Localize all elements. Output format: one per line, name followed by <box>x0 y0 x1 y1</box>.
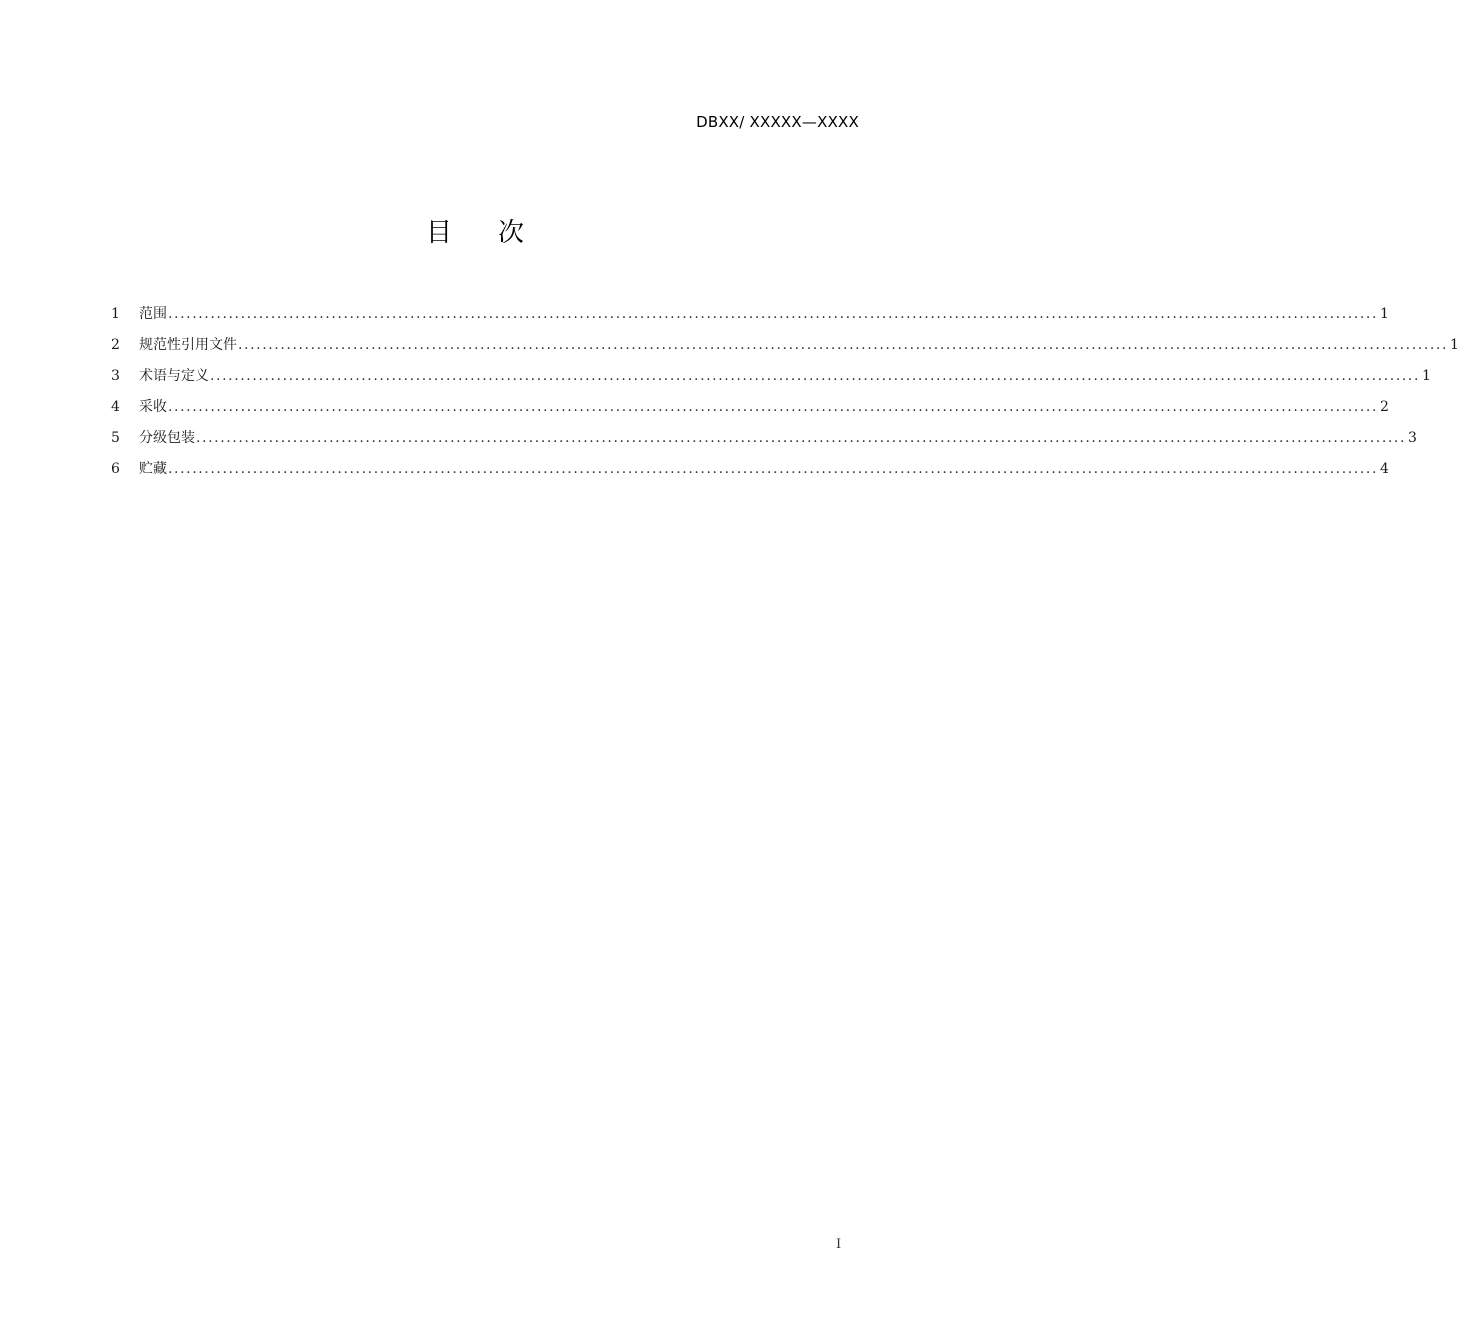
toc-entry-4[interactable] <box>111 395 1389 426</box>
toc-entry-page: 3 <box>1408 430 1417 446</box>
toc-leader-dots: ........................................................................................................................................................................................................ <box>168 461 1379 477</box>
toc-entry-3[interactable] <box>111 364 1431 395</box>
toc-leader-dots: ........................................................................................................................................................................................................ <box>238 337 1449 353</box>
toc-entry-5[interactable] <box>111 426 1417 457</box>
toc-title-char-2: 次 <box>498 218 525 248</box>
page-number: I <box>836 1237 842 1252</box>
table-of-contents <box>111 302 1459 488</box>
toc-entry-number: 5 <box>111 430 120 446</box>
toc-leader-dots: ........................................................................................................................................................................................................ <box>196 430 1407 446</box>
toc-entry-page: 1 <box>1450 337 1459 353</box>
toc-entry-number: 1 <box>111 306 120 322</box>
toc-entry-page: 4 <box>1380 461 1389 477</box>
toc-leader-dots: ........................................................................................................................................................................................................ <box>210 368 1421 384</box>
toc-entry-label: 分级包装 <box>139 430 195 446</box>
toc-entry-label: 规范性引用文件 <box>139 337 237 353</box>
toc-entry-label: 范围 <box>139 306 167 322</box>
toc-entry-1[interactable] <box>111 302 1389 333</box>
toc-entry-label: 采收 <box>139 399 167 415</box>
toc-entry-label: 贮藏 <box>139 461 167 477</box>
toc-entry-number: 6 <box>111 461 120 477</box>
document-code: DBXX/ XXXXX—XXXX <box>696 113 859 131</box>
toc-entry-number: 3 <box>111 368 120 384</box>
toc-leader-dots: ........................................................................................................................................................................................................ <box>168 306 1379 322</box>
toc-entry-number: 2 <box>111 337 120 353</box>
toc-title-char-1: 目 <box>425 218 452 248</box>
toc-entry-page: 1 <box>1422 368 1431 384</box>
toc-entry-number: 4 <box>111 399 120 415</box>
toc-entry-page: 2 <box>1380 399 1389 415</box>
toc-entry-page: 1 <box>1380 306 1389 322</box>
toc-entry-label: 术语与定义 <box>139 368 209 384</box>
toc-entry-6[interactable] <box>111 457 1389 488</box>
toc-leader-dots: ........................................................................................................................................................................................................ <box>168 399 1379 415</box>
toc-title <box>0 212 950 249</box>
toc-entry-2[interactable] <box>111 333 1459 364</box>
